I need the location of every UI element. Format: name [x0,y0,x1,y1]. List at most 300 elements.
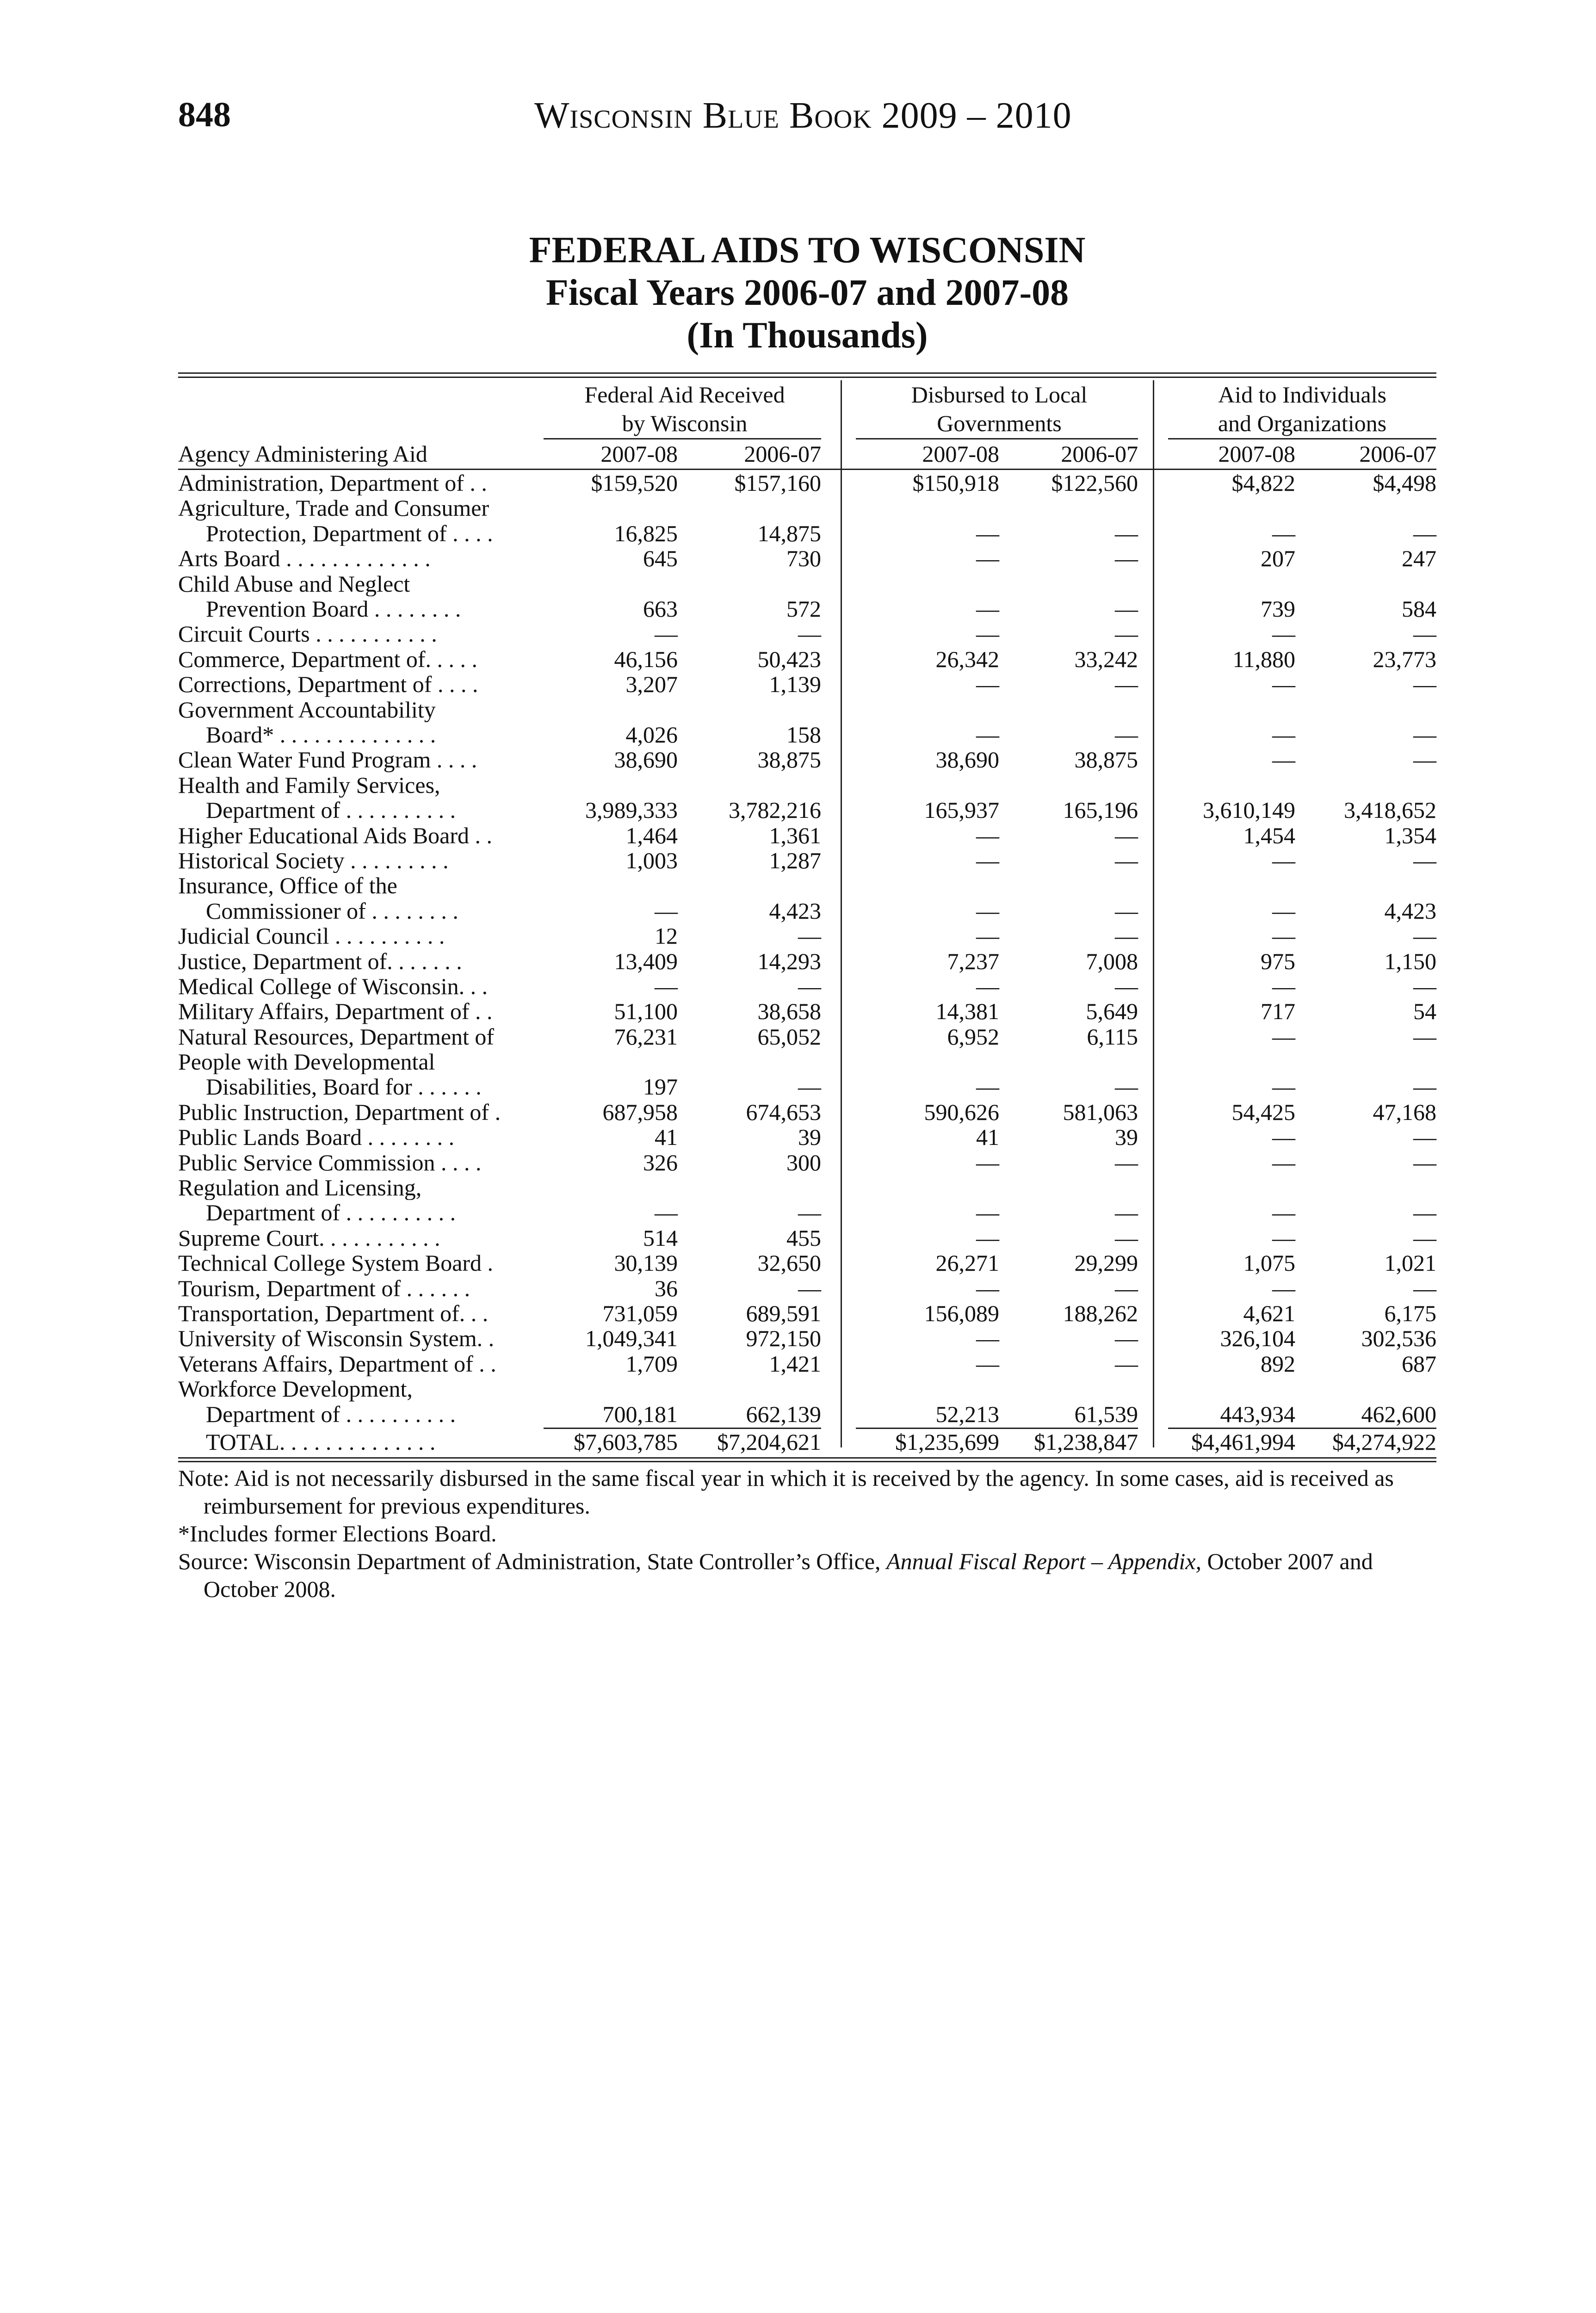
bottom-rule [178,1461,1436,1462]
value-cell: 462,600 [1361,1401,1436,1427]
value-cell: $4,274,922 [1332,1429,1436,1455]
value-cell: — [1115,1275,1138,1301]
table-row [178,647,1436,672]
value-cell: — [1413,621,1436,647]
value-cell: — [1115,721,1138,748]
agency-name [178,571,539,622]
value-cell: — [976,973,999,999]
agency-name [178,873,539,923]
value-cell: 674,653 [746,1099,821,1125]
agency-name [178,672,539,697]
value-cell: — [1413,1200,1436,1226]
value-cell: — [1413,747,1436,773]
agency-name-line: Board* . . . . . . . . . . . . . . [206,722,436,748]
table-row [178,974,1436,999]
value-cell: — [976,1200,999,1226]
table-row [178,1351,1436,1376]
agency-name-line: Public Lands Board . . . . . . . . [178,1125,455,1150]
agency-name-line: Government Accountability [178,697,436,722]
value-cell: 975 [1261,948,1295,974]
value-cell: 1,709 [625,1350,678,1377]
value-cell: 590,626 [924,1099,999,1125]
value-cell: 51,100 [614,998,678,1025]
agency-name [178,1276,539,1301]
agency-name-line: University of Wisconsin System. . [178,1326,495,1351]
value-cell: 1,049,341 [585,1325,678,1352]
value-cell: — [1413,1275,1436,1301]
value-cell: 663 [643,595,678,622]
table-row [178,1376,1436,1427]
value-cell: 302,536 [1361,1325,1436,1352]
total-label [178,1429,539,1454]
value-cell: — [976,595,999,622]
value-cell: 36 [655,1275,678,1301]
value-cell: 455 [786,1225,821,1251]
value-cell: 662,139 [746,1401,821,1427]
agency-name-line: Child Abuse and Neglect [178,571,410,596]
value-cell: 39 [798,1124,821,1150]
value-cell: — [798,1275,821,1301]
agency-name-line: Public Instruction, Department of . [178,1099,501,1125]
value-cell: 41 [655,1124,678,1150]
value-cell: 514 [643,1225,678,1251]
value-cell: — [976,721,999,748]
table-row [178,923,1436,948]
title-line-3: (In Thousands) [687,315,928,356]
agency-name-line: Circuit Courts . . . . . . . . . . . [178,621,437,647]
value-cell: 65,052 [757,1023,821,1050]
value-cell: — [1115,671,1138,698]
value-cell: — [1272,973,1295,999]
value-cell: — [1115,621,1138,647]
value-cell: — [976,1074,999,1100]
agency-name-line: Regulation and Licensing, [178,1175,422,1200]
bottom-rules [178,1454,1436,1462]
table-row [178,1301,1436,1326]
total-row [178,1429,1436,1454]
value-cell: 32,650 [757,1250,821,1276]
agency-name-line: Veterans Affairs, Department of . . [178,1351,496,1377]
value-cell: — [1413,1023,1436,1050]
value-cell: $4,461,994 [1191,1429,1295,1455]
value-cell: 7,237 [947,948,999,974]
value-cell: 29,299 [1074,1250,1138,1276]
agency-name-line: Technical College System Board . [178,1250,494,1276]
value-cell: — [1115,1350,1138,1377]
table-row [178,546,1436,571]
table-row [178,1125,1436,1150]
value-cell: 4,621 [1243,1300,1295,1326]
agency-name-line: Commerce, Department of. . . . . [178,646,478,672]
value-cell: 1,454 [1243,822,1295,848]
agency-name [178,773,539,823]
agency-name-line: Justice, Department of. . . . . . . [178,948,462,974]
year-header: 2007-08 [600,441,678,467]
agency-name [178,1024,539,1049]
table-row [178,470,1436,495]
value-cell: 76,231 [614,1023,678,1050]
value-cell: 1,464 [625,822,678,848]
value-cell: 16,825 [614,520,678,546]
agency-name [178,1250,539,1275]
value-cell: 247 [1402,545,1436,572]
value-cell: 54 [1413,998,1436,1025]
value-cell: — [976,822,999,848]
value-cell: 7,008 [1086,948,1138,974]
value-cell: — [976,847,999,873]
source-note [178,1547,1436,1603]
value-cell: $157,160 [734,470,821,496]
value-cell: — [1413,1124,1436,1150]
value-cell: — [798,1074,821,1100]
asterisk-note: *Includes former Elections Board. [178,1521,497,1546]
value-cell: 39 [1115,1124,1138,1150]
value-cell: 33,242 [1074,646,1138,672]
year-header: 2006-07 [1359,441,1436,467]
value-cell: — [655,897,678,924]
value-cell: — [1115,1325,1138,1352]
value-cell: 26,342 [935,646,999,672]
value-cell: $159,520 [591,470,678,496]
value-cell: 700,181 [602,1401,678,1427]
value-cell: $1,235,699 [895,1429,999,1455]
value-cell: 6,175 [1384,1300,1436,1326]
value-cell: 581,063 [1063,1099,1138,1125]
value-cell: — [976,1325,999,1352]
value-cell: — [1115,1225,1138,1251]
value-cell: — [1115,923,1138,949]
value-cell: — [976,897,999,924]
agency-name [178,1301,539,1326]
value-cell: 207 [1261,545,1295,572]
agency-name-line: Insurance, Office of the [178,873,397,898]
value-cell: — [1272,1023,1295,1050]
agency-name-line: Workforce Development, [178,1376,413,1402]
value-cell: — [1115,1149,1138,1175]
group-header-local-governments [856,380,1143,438]
value-cell: 892 [1261,1350,1295,1377]
table-row [178,672,1436,697]
value-cell: 3,418,652 [1344,797,1436,823]
value-cell: — [1115,1074,1138,1100]
value-cell: 731,059 [602,1300,678,1326]
value-cell: 47,168 [1373,1099,1436,1125]
value-cell: — [976,621,999,647]
top-rule-1 [178,372,1436,374]
value-cell: 38,875 [1074,747,1138,773]
value-cell: 1,021 [1384,1250,1436,1276]
top-rule-2 [178,377,1436,378]
value-cell: — [798,973,821,999]
value-cell: 689,591 [746,1300,821,1326]
value-cell: — [1272,1074,1295,1100]
value-cell: — [798,621,821,647]
source-prefix: Source: Wisconsin Department of Administration, State Controller’s Office, [178,1548,887,1574]
value-cell: 717 [1261,998,1295,1025]
agency-name [178,923,539,948]
group-header-line: Disbursed to Local [911,382,1088,408]
value-cell: $150,918 [912,470,999,496]
table-row [178,823,1436,848]
agency-name [178,1376,539,1427]
group-header-line: Aid to Individuals [1218,382,1386,408]
table-row [178,848,1436,873]
value-cell: — [1413,1225,1436,1251]
table-row [178,621,1436,646]
source-suffix: October 2007 and October 2008. [204,1548,1373,1602]
page-header [178,95,1436,146]
agency-name-line: Arts Board . . . . . . . . . . . . . [178,546,431,571]
value-cell: 156,089 [924,1300,999,1326]
value-cell: 4,423 [769,897,821,924]
group-header-line: Federal Aid Received [584,382,785,408]
agency-name-line: Public Service Commission . . . . [178,1150,482,1175]
value-cell: 30,139 [614,1250,678,1276]
table-row [178,1175,1436,1225]
value-cell: 645 [643,545,678,572]
value-cell: 687 [1402,1350,1436,1377]
agency-name-line: Health and Family Services, [178,772,440,798]
value-cell: 687,958 [602,1099,678,1125]
table-row [178,1024,1436,1049]
agency-name [178,647,539,672]
agency-name-line: Tourism, Department of . . . . . . [178,1275,470,1301]
value-cell: $7,204,621 [717,1429,821,1455]
value-cell: — [1413,1149,1436,1175]
value-cell: 6,952 [947,1023,999,1050]
year-header: 2006-07 [744,441,821,467]
agency-name [178,1150,539,1175]
value-cell: 972,150 [746,1325,821,1352]
table-row [178,747,1436,772]
agency-name-line: People with Developmental [178,1049,435,1075]
value-cell: — [1115,545,1138,572]
value-cell: 12 [655,923,678,949]
agency-name [178,999,539,1024]
table-row [178,495,1436,546]
value-cell: 14,381 [935,998,999,1025]
table-notes [178,1464,1436,1603]
value-cell: 3,207 [625,671,678,698]
value-cell: 38,875 [757,747,821,773]
value-cell: 730 [786,545,821,572]
value-cell: $1,238,847 [1034,1429,1138,1455]
agency-name-line: Natural Resources, Department of [178,1024,495,1050]
value-cell: — [1115,897,1138,924]
value-cell: — [1413,721,1436,748]
value-cell: — [976,1275,999,1301]
agency-name-line: Medical College of Wisconsin. . . [178,973,488,999]
table-row [178,1276,1436,1301]
title-line-2: Fiscal Years 2006-07 and 2007-08 [545,272,1069,313]
agency-name [178,1049,539,1100]
value-cell: 1,003 [625,847,678,873]
agency-name-line: Prevention Board . . . . . . . . [206,596,461,622]
value-cell: — [1272,1225,1295,1251]
value-cell: 38,658 [757,998,821,1025]
value-cell: 52,213 [935,1401,999,1427]
value-cell: — [1115,595,1138,622]
value-cell: 14,875 [757,520,821,546]
value-cell: — [976,923,999,949]
value-cell: — [1115,520,1138,546]
source-title: Annual Fiscal Report – Appendix, [886,1548,1201,1574]
value-cell: 165,196 [1063,797,1138,823]
value-cell: 326,104 [1220,1325,1295,1352]
value-cell: — [1413,923,1436,949]
agency-name [178,470,539,495]
value-cell: — [1115,822,1138,848]
group-header-line: by Wisconsin [622,410,748,436]
value-cell: — [798,923,821,949]
value-cell: — [1272,897,1295,924]
value-cell: 13,409 [614,948,678,974]
table-row [178,873,1436,923]
agency-name-line: Department of . . . . . . . . . . [206,798,456,823]
agency-name-line: Department of . . . . . . . . . . [206,1401,456,1427]
value-cell: — [1413,847,1436,873]
value-cell: 1,150 [1384,948,1436,974]
value-cell: $122,560 [1051,470,1138,496]
value-cell: — [976,1350,999,1377]
value-cell: 739 [1261,595,1295,622]
value-cell: $4,822 [1231,470,1295,496]
agency-name [178,697,539,748]
agency-column-header: Agency Administering Aid [178,441,427,467]
agency-name-line: TOTAL. . . . . . . . . . . . . . [206,1429,436,1455]
value-cell: 5,649 [1086,998,1138,1025]
value-cell: 11,880 [1232,646,1295,672]
year-header: 2006-07 [1061,441,1138,467]
value-cell: 3,989,333 [585,797,678,823]
value-cell: 46,156 [614,646,678,672]
agency-name-line: Judicial Council . . . . . . . . . . [178,923,445,949]
agency-name [178,1175,539,1225]
value-cell: — [1413,1074,1436,1100]
table-row [178,1326,1436,1351]
value-cell: — [655,621,678,647]
page-number: 848 [178,95,231,134]
running-head: Wisconsin Blue Book 2009 – 2010 [534,95,1072,136]
agency-name [178,848,539,873]
agency-name [178,621,539,646]
agency-name [178,1225,539,1250]
value-cell: 26,271 [935,1250,999,1276]
value-cell: 6,115 [1087,1023,1138,1050]
value-cell: 4,423 [1384,897,1436,924]
value-cell: 3,610,149 [1203,797,1295,823]
value-cell: — [976,1225,999,1251]
table-row [178,1250,1436,1275]
value-cell: — [1272,847,1295,873]
value-cell: 23,773 [1373,646,1436,672]
agency-name [178,1125,539,1150]
value-cell: — [1115,1200,1138,1226]
agency-name-line: Clean Water Fund Program . . . . [178,747,477,773]
value-cell: 61,539 [1074,1401,1138,1427]
agency-name [178,1100,539,1125]
value-cell: — [1272,747,1295,773]
value-cell: 300 [786,1149,821,1175]
value-cell: 38,690 [614,747,678,773]
value-cell: — [976,520,999,546]
agency-name [178,495,539,546]
value-cell: $4,498 [1373,470,1436,496]
agency-name-line: Administration, Department of . . [178,470,487,496]
value-cell: — [976,671,999,698]
value-cell: — [1413,520,1436,546]
value-cell: — [1413,973,1436,999]
value-cell: — [1272,1149,1295,1175]
agency-name-line: Agriculture, Trade and Consumer [178,495,489,521]
agency-name [178,546,539,571]
value-cell: — [976,1149,999,1175]
value-cell: 584 [1402,595,1436,622]
value-cell: — [1272,1124,1295,1150]
agency-name-line: Supreme Court. . . . . . . . . . . [178,1225,440,1251]
table-row [178,697,1436,748]
value-cell: 54,425 [1231,1099,1295,1125]
value-cell: 158 [786,721,821,748]
agency-name-line: Historical Society . . . . . . . . . [178,847,449,873]
value-cell: 1,354 [1384,822,1436,848]
value-cell: 165,937 [924,797,999,823]
agency-name-line: Transportation, Department of. . . [178,1301,489,1326]
agency-name-line: Military Affairs, Department of . . [178,999,493,1024]
agency-name-line: Department of . . . . . . . . . . [206,1200,456,1225]
bottom-rule [178,1457,1436,1459]
table-row [178,1150,1436,1175]
value-cell: $7,603,785 [574,1429,678,1455]
year-header: 2007-08 [922,441,999,467]
year-header: 2007-08 [1218,441,1295,467]
value-cell: 443,934 [1220,1401,1295,1427]
value-cell: 3,782,216 [729,797,821,823]
table-row [178,1225,1436,1250]
value-cell: — [1413,671,1436,698]
group-header-line: and Organizations [1218,410,1387,436]
agency-name [178,974,539,999]
table-row [178,1049,1436,1100]
group-header-individuals [1168,380,1436,438]
agency-name-line: Protection, Department of . . . . [206,520,493,546]
agency-name-line: Higher Educational Aids Board . . [178,823,493,848]
value-cell: — [1272,520,1295,546]
table-title [178,229,1436,357]
value-cell: 326 [643,1149,678,1175]
value-cell: 1,287 [769,847,821,873]
agency-name [178,1326,539,1351]
value-cell: 1,139 [769,671,821,698]
value-cell: — [655,973,678,999]
value-cell: — [798,1200,821,1226]
agency-name-line: Commissioner of . . . . . . . . [206,898,458,924]
agency-name [178,747,539,772]
value-cell: — [1272,721,1295,748]
value-cell: — [655,1200,678,1226]
value-cell: — [976,545,999,572]
value-cell: 188,262 [1063,1300,1138,1326]
agency-name-line: Corrections, Department of . . . . [178,672,478,697]
value-cell: 1,421 [769,1350,821,1377]
group-header-line: Governments [937,410,1062,436]
value-cell: — [1115,973,1138,999]
value-cell: — [1272,671,1295,698]
note-text: Note: Aid is not necessarily disbursed in the same fiscal year in which it is received by the agency. In some cases, aid is received as reimbursement for previous expenditures. [178,1465,1394,1519]
table-row [178,1100,1436,1125]
table-row [178,571,1436,622]
table-row [178,949,1436,974]
